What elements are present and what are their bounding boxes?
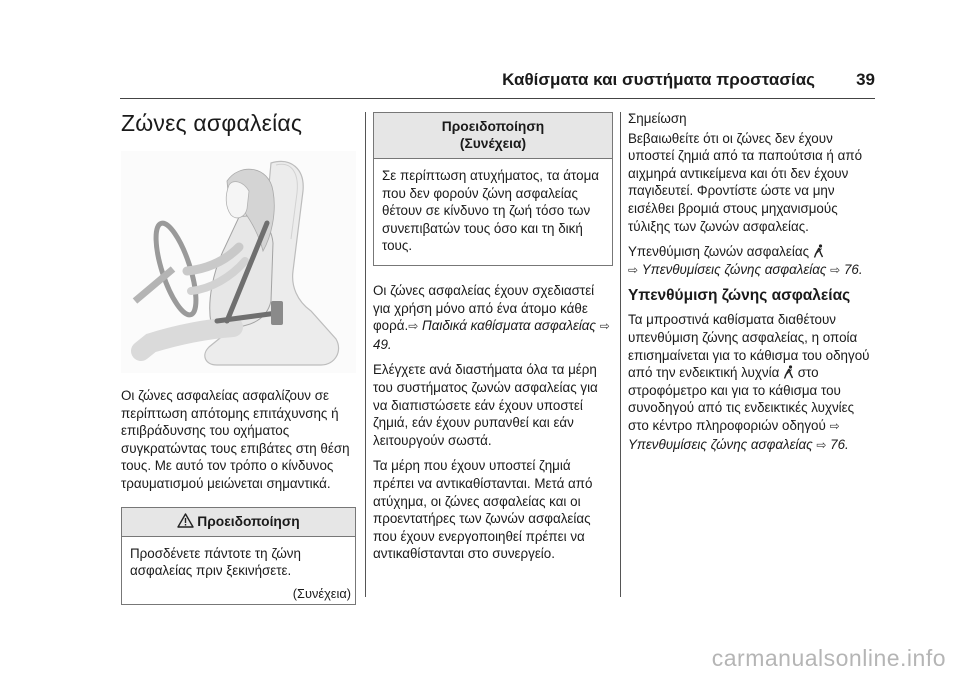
- warning-header: [122, 508, 355, 537]
- reference-arrow-icon: ⇨: [628, 262, 639, 277]
- column-3: [628, 110, 878, 462]
- watermark: carmanualsonline.info: [711, 645, 946, 671]
- cross-reference-link[interactable]: Παιδικά καθίσματα ασφαλείας: [422, 318, 596, 334]
- reminder-paragraph: [628, 243, 878, 279]
- seatbelt-illustration: [121, 151, 356, 373]
- seatbelt-warning-icon: [813, 244, 824, 258]
- page-header: [120, 70, 875, 98]
- single-occupant-paragraph: [373, 282, 613, 353]
- cross-reference-page[interactable]: 76.: [843, 261, 863, 277]
- cross-reference-link[interactable]: Υπενθυμίσεις ζώνης ασφαλείας: [628, 436, 813, 452]
- note-title: Σημείωση: [628, 111, 687, 126]
- warning-text: Προσδένετε πάντοτε τη ζώνη ασφαλείας πριν ξεκινήσετε.: [130, 545, 301, 579]
- warning-title: Προειδοποίηση: [197, 513, 300, 529]
- seatbelt-warning-icon: [783, 365, 794, 379]
- paragraph-text: Υπενθύμιση ζωνών ασφαλείας: [628, 244, 810, 260]
- cross-reference-page[interactable]: 49.: [373, 336, 392, 352]
- column-divider-2: [620, 112, 621, 597]
- inspection-paragraph: Ελέγχετε ανά διαστήματα όλα τα μέρη του συστήματος ζωνών ασφαλείας για να διαπιστώσετε εάν έχουν υποστεί ζημιά, εάν έχουν ρυπανθεί και εάν λειτουργούν σωστά.: [373, 362, 598, 448]
- header-rule: [120, 98, 875, 99]
- reminder-description-paragraph: [628, 311, 878, 454]
- reference-arrow-icon: ⇨: [599, 319, 610, 334]
- note-paragraph: Βεβαιωθείτε ότι οι ζώνες δεν έχουν υποστεί ζημιά από τα παπούτσια ή από αιχμηρά αντικείμενα και ότι δεν έχουν παγιδευτεί. Φροντίστε ώστε να μην εισέλθει βρομιά στους μηχανισμούς τύλιξης των ζωνών ασφαλείας.: [628, 130, 863, 234]
- warning-icon: [177, 513, 194, 528]
- warning-title: Προειδοποίηση: [441, 119, 545, 134]
- paragraph-text: στο στροφόμετρο και για το κάθισμα του συνοδηγού από τις ενδεικτικές λυχνίες στο κέντρο πληροφοριών οδηγού: [628, 365, 855, 433]
- chapter-title: Καθίσματα και συστήματα προστασίας: [502, 70, 815, 89]
- reference-arrow-icon: ⇨: [830, 262, 841, 277]
- paragraph-text: Οι ζώνες ασφαλείας έχουν σχεδιαστεί για χρήση μόνο από ένα άτομο κάθε φορά.: [373, 282, 595, 334]
- warning-continued: (Συνέχεια): [292, 585, 351, 601]
- cross-reference-link[interactable]: Υπενθυμίσεις ζώνης ασφαλείας: [641, 261, 827, 277]
- section-title: Ζώνες ασφαλείας: [121, 110, 303, 136]
- page-number: 39: [856, 70, 875, 89]
- warning-header: [374, 113, 612, 159]
- reference-arrow-icon: ⇨: [816, 437, 827, 452]
- column-1: [121, 110, 356, 605]
- warning-box-continued: [373, 112, 613, 266]
- cross-reference-page[interactable]: 76.: [830, 436, 849, 452]
- reference-arrow-icon: ⇨: [829, 418, 840, 433]
- column-2: [373, 112, 613, 571]
- subsection-title: Υπενθύμιση ζώνης ασφαλείας: [628, 287, 851, 305]
- warning-box: [121, 507, 356, 605]
- warning-text: Σε περίπτωση ατυχήματος, τα άτομα που δεν φορούν ζώνη ασφαλείας θέτουν σε κίνδυνο τη ζωή τόσο των συνεπιβατών τους όσο και τη δική τους.: [382, 168, 600, 254]
- intro-paragraph: Οι ζώνες ασφαλείας ασφαλίζουν σε περίπτωση απότομης επιτάχυνσης ή επιβράδυνσης του οχήματος συγκρατώντας τους επιβάτες στη θέση τους. Με αυτό τον τρόπο ο κίνδυνος τραυματισμού μειώνεται σημαντικά.: [121, 388, 350, 491]
- column-divider-1: [365, 112, 366, 597]
- warning-title-continued: (Συνέχεια): [459, 136, 527, 151]
- replacement-paragraph: Τα μέρη που έχουν υποστεί ζημιά πρέπει να αντικαθίστανται. Μετά από ατύχημα, οι ζώνες ασφαλείας και οι προεντατήρες των ζωνών ασφαλείας που έχουν ενεργοποιηθεί πρέπει να αντικαθίστανται στο συνεργείο.: [373, 458, 593, 562]
- paragraph-text: Τα μπροστινά καθίσματα διαθέτουν υπενθύμιση ζώνης ασφαλείας, η οποία επισημαίνεται για το κάθισμα του οδηγού από την ενδεικτική λυχνία: [628, 312, 870, 381]
- reference-arrow-icon: ⇨: [408, 319, 419, 334]
